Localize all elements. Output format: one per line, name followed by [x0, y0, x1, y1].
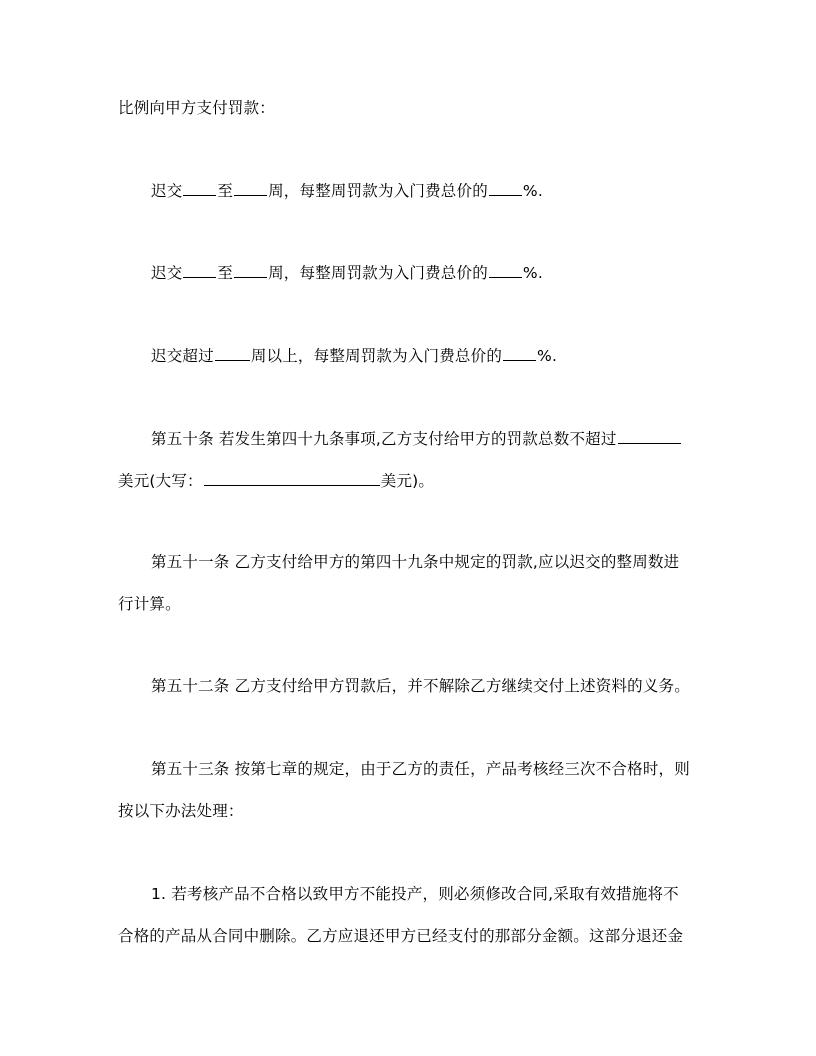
article-53-line-1: [151, 759, 690, 779]
article-51-text-cont: 行计算。: [118, 595, 181, 613]
penalty-3-text-b: 周以上，每整周罚款为入门费总价的: [250, 347, 503, 365]
article-50-text-b: 美元)。: [380, 472, 435, 490]
penalty-2-text-a: 迟交: [151, 264, 183, 282]
intro-line: [118, 98, 275, 118]
item-1-line-1: [151, 884, 679, 904]
penalty-1-text-a: 迟交: [151, 182, 183, 200]
article-50-text: 第五十条 若发生第四十九条事项,乙方支付给甲方的罚款总数不超过: [151, 430, 617, 448]
blank-field: [234, 262, 267, 278]
blank-field: [234, 180, 267, 196]
item-1-line-2: [118, 926, 683, 946]
article-52-line-1: [151, 676, 690, 696]
article-52-text: 第五十二条 乙方支付给甲方罚款后，并不解除乙方继续交付上述资料的义务。: [151, 677, 690, 695]
blank-field: [618, 428, 681, 444]
article-50-line-1: [151, 428, 682, 449]
blank-field: [489, 262, 522, 278]
penalty-1-text-d: %.: [522, 182, 543, 200]
penalty-3-text-c: %.: [537, 347, 558, 365]
penalty-2-text-d: %.: [522, 264, 543, 282]
penalty-2-text-b: 至: [217, 264, 234, 282]
penalty-line-1: [151, 180, 543, 201]
penalty-3-text-a: 迟交超过: [151, 347, 214, 365]
blank-field: [183, 262, 216, 278]
blank-field: [183, 180, 216, 196]
blank-field: [489, 180, 522, 196]
blank-field: [503, 345, 536, 361]
item-1-text: 1. 若考核产品不合格以致甲方不能投产，则必须修改合同,采取有效措施将不: [151, 885, 679, 903]
article-53-line-2: [118, 801, 244, 821]
penalty-2-text-c: 周，每整周罚款为入门费总价的: [268, 264, 488, 282]
article-50-line-2: [118, 470, 434, 491]
intro-text: 比例向甲方支付罚款：: [118, 99, 276, 117]
penalty-1-text-c: 周，每整周罚款为入门费总价的: [268, 182, 488, 200]
blank-field: [215, 345, 250, 361]
article-50-text-a: 美元(大写：: [118, 472, 203, 490]
article-51-line-2: [118, 594, 181, 614]
penalty-1-text-b: 至: [217, 182, 234, 200]
item-1-text-cont: 合格的产品从合同中删除。乙方应退还甲方已经支付的那部分金额。这部分退还金: [118, 927, 684, 945]
penalty-line-3: [151, 345, 557, 366]
article-51-text: 第五十一条 乙方支付给甲方的第四十九条中规定的罚款,应以迟交的整周数进: [151, 553, 680, 571]
penalty-line-2: [151, 262, 543, 283]
article-53-text-cont: 按以下办法处理：: [118, 802, 244, 820]
article-53-text: 第五十三条 按第七章的规定，由于乙方的责任，产品考核经三次不合格时，则: [151, 760, 690, 778]
blank-field: [204, 470, 380, 486]
article-51-line-1: [151, 552, 679, 572]
